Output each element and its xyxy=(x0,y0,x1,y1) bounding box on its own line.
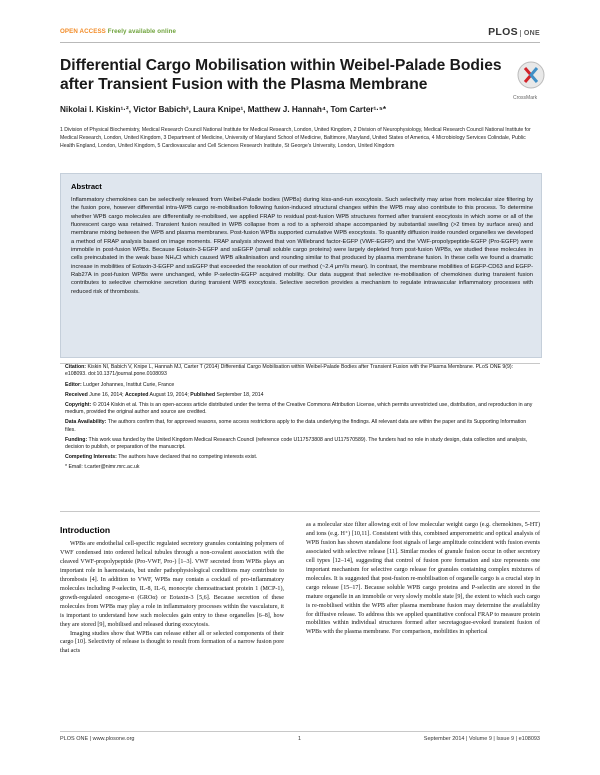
journal-header xyxy=(60,26,540,40)
introduction-heading: Introduction xyxy=(60,525,111,535)
data-availability: Data Availability: The authors confirm that, for approved reasons, some access restrictions apply to the data underlying the findings. All relevant data are within the paper and its Supporting Information files. xyxy=(65,419,527,433)
intro-paragraph: Imaging studies show that WPBs can release either all or selected components of their cargo [10]. Selectivity of release is thought to result from formation of a narrow fusion pore that acts xyxy=(60,630,284,655)
author-list: Nikolai I. Kiskin¹·², Victor Babich³, Laura Knipe¹, Matthew J. Hannah⁴, Tom Carter¹·⁵* xyxy=(60,105,387,114)
dates: Received June 16, 2014; Accepted August 19, 2014; Published September 18, 2014 xyxy=(65,391,264,398)
metadata-top-divider xyxy=(60,363,540,364)
citation: Citation: Kiskin NI, Babich V, Knipe L, Hannah MJ, Carter T (2014) Differential Cargo Mobilisation within Weibel-Palade Bodies after Transient Fusion with the Plasma Membrane. PLoS ONE 9(9): e108093. doi:10.1371/journal.pone.0108093 xyxy=(65,364,514,378)
editor: Editor: Ludger Johannes, Institut Curie, France xyxy=(65,381,175,388)
page-number: 1 xyxy=(298,736,302,742)
article-metadata xyxy=(65,364,535,474)
journal-name: PLOS xyxy=(488,26,518,38)
freely-available-label: Freely available online xyxy=(107,28,177,35)
email: * Email: t.carter@nimr.mrc.ac.uk xyxy=(65,464,140,471)
intro-column-left xyxy=(60,540,284,656)
intro-paragraph: WPBs are endothelial cell-specific regulated secretory granules containing polymers of VWF condensed into ordered helical tubules through a non-covalent association with the cleaved VWF-propolypeptide (Pro-VWF, Pro-) [1–3]. VWF secreted from WPBs plays an important role in haemostasis, but under pathophysiological conditions may contribute to thrombosis [4]. In addition to VWF, WPBs may contain a cocktail of pro-inflammatory molecules including P-selectin, IL-8, IL-6, monocyte chemoattractant protein 1 (MCP-1), growth-regulated oncogene-α (GROα) or Eotaxin-3 [5,6]. Because secretion of these molecules from WPBs may play a role in inflammatory processes within the vasculature, it is important to understand how such molecules gain entry to these organelles [6–8], how they are stored [9], mobilised and released during exocytosis. xyxy=(60,541,284,628)
footer-journal: PLOS ONE | www.plosone.org xyxy=(60,736,135,742)
footer-divider xyxy=(60,731,540,732)
intro-paragraph: as a molecular size filter allowing exit of low molecular weight cargo (e.g. chemokines, 5-HT) and ions (e.g. H⁺) [10,11]. Consistent with this, combined amperometric and optical analysis of WPB fusion has shown standalone foot signals of large amplitude coincident with fusion events associated with selective release [11]. Similar modes of granule fusion occur in other secretory cell types [12–14], suggesting that control of fusion pore formation and size represents one important mechanism for selective cargo release for granules containing complex mixtures of molecules. It is suggested that post-fusion re-mobilisation of organelle cargo is a crucial step in cargo release [15–17]. Because soluble WPB cargo proteins and P-selectin are stored in the mature organelle in an immobile or very slowly mobile state [9], the extent to which such cargo is re-mobilised within the WPB after plasma membrane fusion may determine the availability for diffusive release. To address this we applied quantitative confocal FRAP to measure protein mobilities within individual structures formed after secretagogue-evoked transient fusion of WPBs with the plasma membrane. For comparison, mobilities in spherical xyxy=(306,522,540,636)
crossmark-icon[interactable] xyxy=(515,58,547,98)
metadata-bottom-divider xyxy=(60,511,540,512)
email-link[interactable]: t.carter@nimr.mrc.ac.uk xyxy=(84,464,140,471)
header-divider xyxy=(60,42,540,43)
abstract-text: Inflammatory chemokines can be selectively released from Weibel-Palade bodies (WPBs) during kiss-and-run exocytosis. Such selectivity may arise from molecular size filtering by the fusion pore, however differential intra-WPB cargo re-mobilisation following fusion-induced structural changes within the WPB may also contribute to this process. To determine whether WPB cargo molecules are differentially re-mobilised, we applied FRAP to residual post-fusion WPB structures formed after transient exocytosis in which some or all of the fluorescent cargo was retained. Transient fusion resulted in WPB collapse from a rod to a spheroid shape accompanied by substantial swelling (>2 times by surface area) and membrane mixing between the WPB and plasma membranes. Post-fusion WPBs supported cumulative WPB exocytosis. To quantify diffusion inside rounded organelles we developed a method of FRAP analysis based on image moments. FRAP analysis showed that von Willebrand factor-EGFP (VWF-EGFP) and the VWF-propolypeptide-EGFP (Pro-EGFP) were immobile in post-fusion WPBs. Because Eotaxin-3-EGFP and ssEGFP (small soluble cargo proteins) were largely depleted from post-fusion WPBs, we studied these molecules in cells preincubated in the weak base NH₄Cl which caused WPB alkalinisation and rounding similar to that produced by plasma membrane fusion. In these cells we found a dramatic increase in mobilities of Eotaxin-3-EGFP and ssEGFP that exceeded the resolution of our method (~2.4 μm²/s mean). In contrast, the membrane mobilities of EGFP-CD63 and EGFP-Rab27A in post-fusion WPBs were unchanged, while P-selectin-EGFP acquired mobility. Our data suggest that selective re-mobilisation of chemokines during transient fusion contributes to selective chemokine secretion during transient WPB exocytosis. Selective secretion provides a mechanism to regulate intravascular inflammatory processes with reduced risk of thrombosis. xyxy=(71,197,533,295)
abstract-box xyxy=(60,173,542,358)
article-title: Differential Cargo Mobilisation within Weibel-Palade Bodies after Transient Fusion with the Plasma Membrane xyxy=(60,57,502,93)
crossmark-label: CrossMark xyxy=(513,95,538,101)
footer-issue: September 2014 | Volume 9 | Issue 9 | e108093 xyxy=(423,736,540,742)
open-access-label: OPEN ACCESS xyxy=(60,28,106,35)
abstract-heading: Abstract xyxy=(71,182,102,191)
journal-subname: ONE xyxy=(520,30,540,37)
intro-column-right xyxy=(306,521,540,637)
journal-logo xyxy=(488,26,540,38)
open-access-badge xyxy=(60,28,176,35)
affiliations: 1 Division of Physical Biochemistry, Medical Research Council National Institute for Medical Research, London, United Kingdom, 2 Division of Neurophysiology, Medical Research Council National Institute for Medical Research, London, United Kingdom, 3 Department of Medicine, University of Maryland School of Medicine, Baltimore, Maryland, United States of America, 4 Microbiology Services Colindale, Public Health England, London, United Kingdom, 5 Cardiovascular and Cell Sciences Research Institute, St George's University, London, United Kingdom xyxy=(60,127,531,150)
funding: Funding: This work was funded by the United Kingdom Medical Research Council (reference code U117573808 and U117570589). The funders had no role in study design, data collection and analysis, decision to publish, or preparation of the manuscript. xyxy=(65,436,528,451)
competing-interests: Competing Interests: The authors have declared that no competing interests exist. xyxy=(65,454,258,461)
copyright: Copyright: © 2014 Kiskin et al. This is an open-access article distributed under the terms of the Creative Commons Attribution License, which permits unrestricted use, distribution, and reproduction in any medium, provided the original author and source are credited. xyxy=(65,401,533,416)
